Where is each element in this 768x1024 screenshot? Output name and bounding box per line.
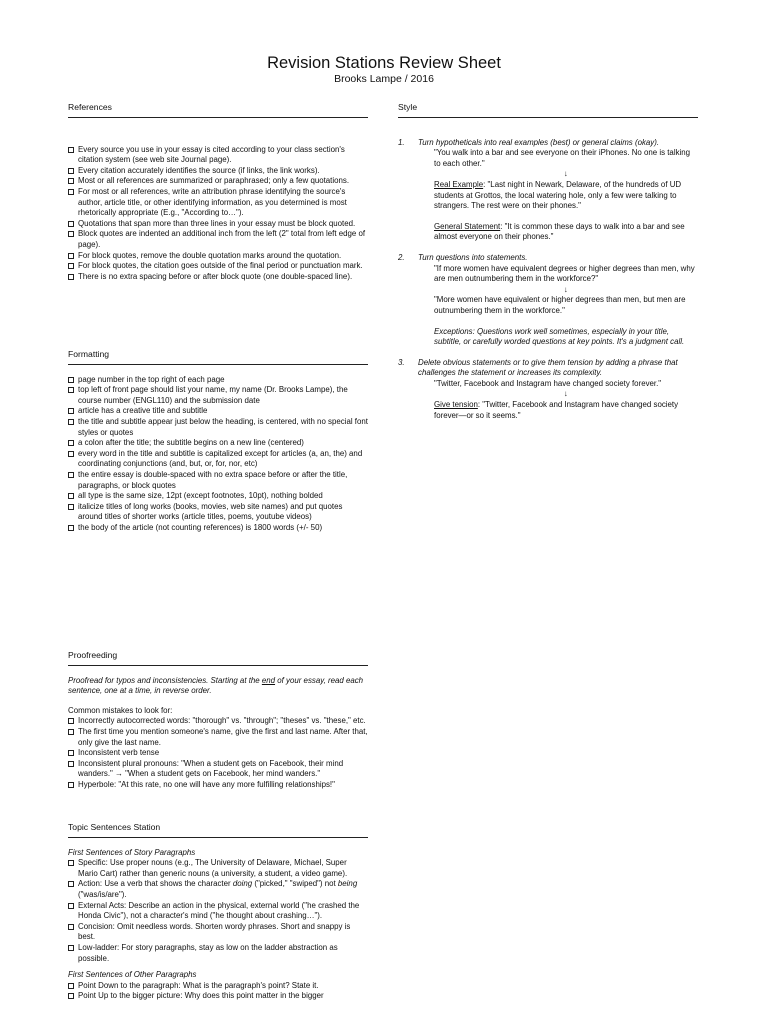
- mistakes-list: [68, 716, 368, 790]
- checkbox-icon[interactable]: [68, 903, 74, 909]
- checkbox-icon[interactable]: [68, 945, 74, 951]
- checkbox-icon[interactable]: [68, 761, 74, 767]
- style-section: [398, 102, 698, 421]
- item-text: ("was/is/are").: [78, 889, 127, 899]
- checklist-item-external: [68, 901, 368, 922]
- general-statement-text: : "It is common these days to walk into a bar and see almost everyone on their phones.": [434, 221, 685, 242]
- checkbox-icon[interactable]: [68, 408, 74, 414]
- item-text: For most or all references, write an attribution phrase identifying the source's author, article title, or other identifying information, as you determined is most rhetorically appropriate (E.g., "According to…").: [78, 186, 347, 218]
- mistakes-label: Common mistakes to look for:: [68, 705, 173, 715]
- reference-item: [68, 187, 368, 219]
- general-statement-label: General Statement: [434, 221, 501, 231]
- checkbox-icon[interactable]: [68, 178, 74, 184]
- page-title: Revision Stations Review Sheet: [267, 54, 501, 72]
- down-arrow-icon: ↓: [564, 389, 568, 399]
- real-example-text: : "Last night in Newark, Delaware, of the hundreds of UD students at Grottos, the local watering hole, only a few were talking to strangers. The rest were on their phones.": [434, 179, 682, 211]
- checkbox-icon[interactable]: [68, 231, 74, 237]
- item-text: all type is the same size, 12pt (except footnotes, 10pt), nothing bolded: [78, 491, 323, 501]
- item-text: a colon after the title; the subtitle begins on a new line (centered): [78, 438, 304, 448]
- item-text: ("picked," "swiped") not: [252, 879, 338, 889]
- checkbox-icon[interactable]: [68, 253, 74, 259]
- item-text: Block quotes are indented an additional inch from the left (2" total from left edge of page).: [78, 229, 366, 249]
- item-text: the title and subtitle appear just below the heading, is centered, with no special font styles or quotes: [78, 416, 368, 437]
- checklist-item-specific: [68, 858, 368, 879]
- item-text: Point Up to the bigger picture: Why does this point matter in the bigger: [78, 991, 324, 1001]
- checklist-item-lowladder: [68, 943, 368, 964]
- mistake-item: [68, 716, 368, 727]
- author-line: Brooks Lampe / 2016: [334, 73, 434, 85]
- formatting-item: [68, 470, 368, 491]
- item-text: Inconsistent plural pronouns: "When a student gets on Facebook, their mind wanders." → "When a student gets on Facebook, her mind wanders.": [78, 758, 344, 779]
- formatting-item: [68, 438, 368, 449]
- item-text: the entire essay is double-spaced with no extra space before or after the title, paragraphs, or block quotes: [78, 469, 348, 490]
- reference-item: [68, 261, 368, 272]
- item-text: Inconsistent verb tense: [78, 748, 160, 758]
- item-text: Concision: Omit needless words. Shorten wordy phrases. Short and snappy is best.: [78, 921, 351, 942]
- item-text: Incorrectly autocorrected words: "thorough" vs. "through"; "theses" vs. "these," etc.: [78, 716, 366, 726]
- formatting-item: [68, 491, 368, 502]
- checkbox-icon[interactable]: [68, 729, 74, 735]
- give-tension-text: : "Twitter, Facebook and Instagram have changed society forever—or so it seems.": [434, 400, 679, 420]
- checkbox-icon[interactable]: [68, 263, 74, 269]
- formatting-list: [68, 375, 368, 534]
- proofreading-heading: Proofreeding: [68, 650, 368, 666]
- references-list: [68, 145, 368, 283]
- checklist-item-action: [68, 879, 368, 900]
- proofreading-intro-rest: of your essay, read each sentence, one at a time, in reverse order.: [68, 675, 364, 696]
- tip-3-tension: [398, 400, 698, 421]
- formatting-item: [68, 375, 368, 386]
- formatting-item: [68, 417, 368, 438]
- references-section: [68, 102, 368, 282]
- item-text: top left of front page should list your name, my name (Dr. Brooks Lampe), the course number (ENGL110) and the submission date: [78, 385, 348, 405]
- reference-item: [68, 229, 368, 250]
- checkbox-icon[interactable]: [68, 221, 74, 227]
- tip-title: Delete obvious statements or to give them tension by adding a phrase that challenges the statement or increases its complexity.: [418, 357, 678, 378]
- item-text: External Acts: Describe an action in the physical, external world ("he crashed the Honda Civic"), not a character's mind ("he thought about crashing…").: [78, 900, 360, 921]
- item-text: Most or all references are summarized or paraphrased; only a few quotations.: [78, 176, 350, 186]
- mistake-item: [68, 759, 368, 780]
- checklist-item-point-up: [68, 991, 368, 1002]
- reference-item: [68, 219, 368, 230]
- item-text: For block quotes, the citation goes outside of the final period or punctuation mark.: [78, 261, 363, 271]
- checkbox-icon[interactable]: [68, 782, 74, 788]
- style-tip-3: [398, 358, 698, 379]
- item-text-italic: doing: [232, 879, 253, 889]
- checkbox-icon[interactable]: [68, 983, 74, 989]
- checkbox-icon[interactable]: [68, 504, 74, 510]
- checkbox-icon[interactable]: [68, 525, 74, 531]
- mistake-item: [68, 780, 368, 791]
- item-text: Hyperbole: "At this rate, no one will have any more fulfilling relationships!": [78, 779, 335, 789]
- reference-item: [68, 176, 368, 187]
- item-text: Action: Use a verb that shows the character: [78, 879, 233, 889]
- item-text: Every source you use in your essay is cited according to your class section's citation system (see web site Journal page).: [78, 144, 345, 165]
- tip-2-question: "If more women have equivalent degrees or higher degrees than men, why are men outnumbering them in the workforce?": [434, 263, 695, 284]
- checkbox-icon[interactable]: [68, 387, 74, 393]
- checkbox-icon[interactable]: [68, 419, 74, 425]
- item-text: For block quotes, remove the double quotation marks around the quotation.: [78, 250, 342, 260]
- give-tension-label: Give tension: [434, 400, 478, 410]
- checkbox-icon[interactable]: [68, 189, 74, 195]
- tip-1-real-example: [398, 180, 698, 212]
- proofreading-intro: [68, 676, 368, 697]
- checkbox-icon[interactable]: [68, 750, 74, 756]
- item-text: There is no extra spacing before or after block quote (one double-spaced line).: [78, 271, 353, 281]
- item-text: Low-ladder: For story paragraphs, stay as low on the ladder abstraction as possible.: [78, 942, 338, 963]
- tip-number: 1.: [398, 137, 405, 147]
- topic-heading: Topic Sentences Station: [68, 822, 368, 838]
- style-tip-1: [398, 138, 698, 149]
- tip-2-exceptions: Exceptions: Questions work well sometimes, especially in your title, subtitle, or carefully worded questions at key points. It's a judgment call.: [434, 326, 685, 347]
- proofreading-intro-start: Proofread for typos and inconsistencies. Starting at the: [68, 675, 262, 685]
- formatting-item: [68, 406, 368, 417]
- checkbox-icon[interactable]: [68, 168, 74, 174]
- checklist-item-point-down: [68, 981, 368, 992]
- item-text: every word in the title and subtitle is capitalized except for articles (a, an, the) and coordinating conjunctions (and, but, or, for, nor, etc): [78, 448, 363, 469]
- tip-number: 2.: [398, 252, 405, 262]
- checkbox-icon[interactable]: [68, 860, 74, 866]
- formatting-item: [68, 385, 368, 406]
- reference-item: [68, 272, 368, 283]
- item-text: Every citation accurately identifies the source (if links, the link works).: [78, 165, 320, 175]
- tip-number: 3.: [398, 357, 405, 367]
- formatting-heading: Formatting: [68, 349, 368, 365]
- item-text: Specific: Use proper nouns (e.g., The University of Delaware, Michael, Super Mario Cart) rather than generic nouns (a university, a student, a video game).: [78, 858, 348, 878]
- item-text: The first time you mention someone's name, give the first and last name. After that, only give the last name.: [78, 726, 368, 747]
- down-arrow-icon: ↓: [564, 169, 568, 179]
- item-text: Quotations that span more than three lines in your essay must be block quoted.: [78, 218, 356, 228]
- down-arrow-icon: ↓: [564, 284, 568, 294]
- reference-item: [68, 145, 368, 166]
- style-heading: Style: [398, 102, 698, 118]
- tip-2-statement: "More women have equivalent or higher degrees than men, but men are outnumbering them in the workforce.": [434, 295, 686, 315]
- checkbox-icon[interactable]: [68, 472, 74, 478]
- checkbox-icon[interactable]: [68, 377, 74, 383]
- mistake-item: [68, 727, 368, 748]
- tip-3-obvious-statement: "Twitter, Facebook and Instagram have changed society forever.": [434, 378, 662, 388]
- formatting-section: [68, 349, 368, 534]
- real-example-label: Real Example: [434, 179, 484, 189]
- checkbox-icon[interactable]: [68, 451, 74, 457]
- topic-section: [68, 822, 368, 1002]
- item-text: page number in the top right of each page: [78, 374, 225, 384]
- tip-1-example-quote: "You walk into a bar and see everyone on their iPhones. No one is talking to each other.": [434, 148, 691, 168]
- item-text: italicize titles of long works (books, movies, web site names) and put quotes around titles of shorter works (article titles, poems, youtube videos): [78, 501, 343, 522]
- item-text-italic: being: [337, 879, 358, 889]
- formatting-item: [68, 523, 368, 534]
- checkbox-icon[interactable]: [68, 881, 74, 887]
- style-tip-2: [398, 253, 698, 264]
- other-paragraphs-label: First Sentences of Other Paragraphs: [68, 970, 197, 980]
- checkbox-icon[interactable]: [68, 993, 74, 999]
- formatting-item: [68, 502, 368, 523]
- reference-item: [68, 166, 368, 177]
- tip-title: Turn hypotheticals into real examples (best) or general claims (okay).: [418, 137, 660, 147]
- checkbox-icon[interactable]: [68, 440, 74, 446]
- references-heading: References: [68, 102, 368, 118]
- tip-title: Turn questions into statements.: [418, 252, 528, 262]
- checkbox-icon[interactable]: [68, 718, 74, 724]
- proofreading-section: [68, 650, 368, 791]
- checkbox-icon[interactable]: [68, 274, 74, 280]
- mistake-item: [68, 748, 368, 759]
- item-text: the body of the article (not counting references) is 1800 words (+/- 50): [78, 522, 323, 532]
- checkbox-icon[interactable]: [68, 924, 74, 930]
- checkbox-icon[interactable]: [68, 147, 74, 153]
- reference-item: [68, 251, 368, 262]
- formatting-item: [68, 449, 368, 470]
- item-text: article has a creative title and subtitle: [78, 406, 208, 416]
- item-text: Point Down to the paragraph: What is the paragraph's point? State it.: [78, 980, 319, 990]
- checklist-item-concision: [68, 922, 368, 943]
- checkbox-icon[interactable]: [68, 493, 74, 499]
- proofreading-intro-end-word: end: [261, 675, 276, 685]
- tip-1-general-statement: [398, 222, 698, 243]
- story-paragraphs-label: First Sentences of Story Paragraphs: [68, 847, 196, 857]
